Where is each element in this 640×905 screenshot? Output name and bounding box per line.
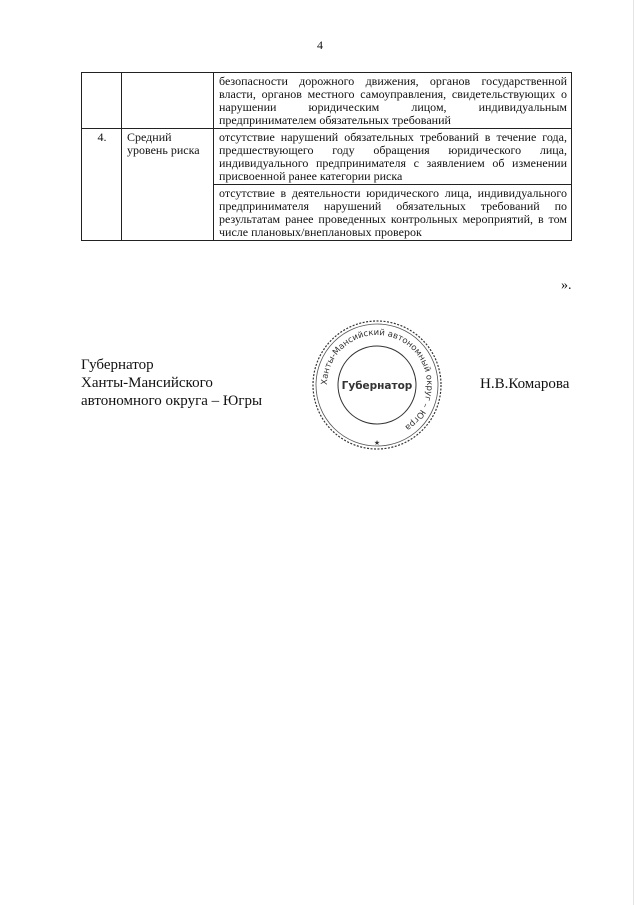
official-seal <box>310 318 444 452</box>
signer-position-line: Ханты-Мансийского <box>81 375 213 391</box>
signer-position <box>81 356 262 410</box>
seal-star-icon: ★ <box>373 439 381 447</box>
criteria-cell: отсутствие в деятельности юридического лица, индивидуального предпринимателя нарушений обязательных требований по результатам ранее проведенных контрольных мероприятий, в том числе плановых/внеплановых проверок <box>214 185 572 241</box>
row-number-cell <box>82 73 122 129</box>
row-number-cell: 4. <box>82 129 122 241</box>
scan-edge <box>633 0 634 905</box>
criteria-cell: отсутствие нарушений обязательных требований в течение года, предшествующего году обращения юридического лица, индивидуального предпринимателя с заявлением об изменении присвоенной ранее категории риска <box>214 129 572 185</box>
seal-ring-text: Ханты-Мансийский автономный округ – Югра <box>319 327 435 433</box>
table-row <box>82 73 572 129</box>
table-row <box>82 129 572 185</box>
criteria-cell: безопасности дорожного движения, органов государственной власти, органов местного самоуправления, свидетельствующих о нарушении юридическим лицом, индивидуальным предпринимателем обязательных требований <box>214 73 572 129</box>
signer-position-line: Губернатор <box>81 357 154 373</box>
closing-quote: ». <box>561 278 572 293</box>
risk-table <box>81 72 572 241</box>
risk-level-cell <box>122 73 214 129</box>
risk-level-cell: Средний уровень риска <box>122 129 214 241</box>
page-number: 4 <box>317 38 323 52</box>
seal-center-text: Губернатор <box>341 380 413 392</box>
signer-name: Н.В.Комарова <box>480 376 570 392</box>
signer-position-line: автономного округа – Югры <box>81 393 263 409</box>
